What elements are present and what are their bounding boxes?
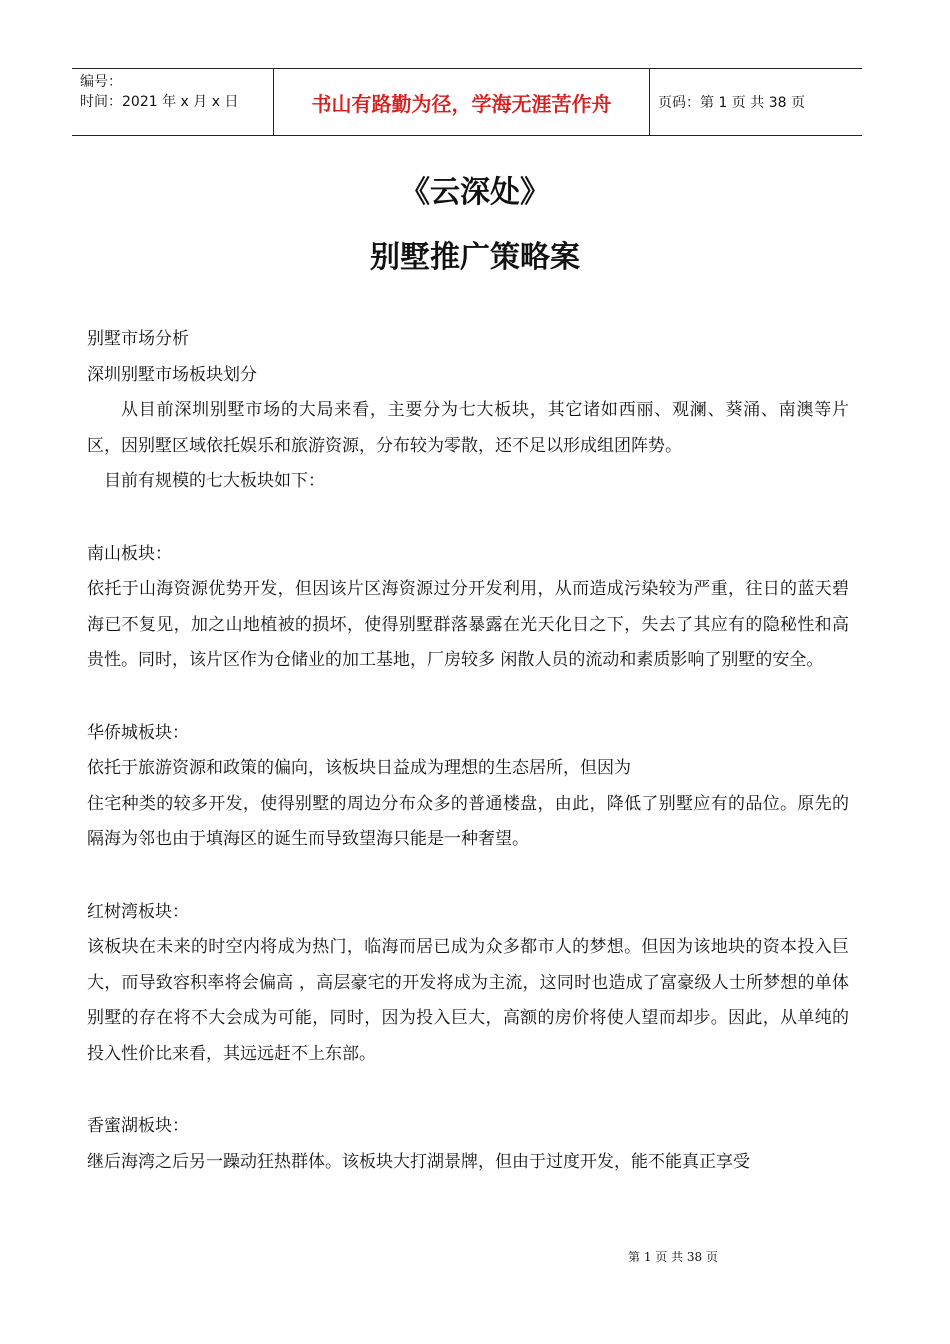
section-heading: 别墅市场分析 [87, 329, 189, 349]
document-body [87, 322, 849, 1180]
header-meta [72, 69, 274, 135]
header-page-label: 页码：第 1 页 共 38 页 [658, 95, 805, 111]
hongshu-heading: 红树湾板块： [87, 901, 189, 922]
number-label: 编号： [80, 74, 122, 90]
huaqiao-line-2: 住宅种类的较多开发，使得别墅的周边分布众多的普通楼盘，由此，降低了别墅应有的品位。原先的隔海为邻也由于填海区的诞生而导致望海只能是一种奢望。 [87, 793, 849, 849]
spacer [87, 500, 849, 537]
time-label: 时间：2021 年 x 月 x 日 [80, 94, 239, 110]
document-title: 《云深处》 [400, 175, 550, 210]
xiangmi-heading: 香蜜湖板块： [87, 1116, 189, 1136]
intro-paragraph-2: 目前有规模的七大板块如下： [104, 471, 325, 491]
header-motto: 书山有路勤为径，学海无涯苦作舟 [274, 69, 650, 135]
huaqiao-line-1: 依托于旅游资源和政策的偏向，该板块日益成为理想的生态居所，但因为 [87, 758, 631, 778]
spacer [87, 679, 849, 716]
spacer [87, 1072, 849, 1109]
nanshan-heading: 南山板块： [87, 543, 172, 564]
nanshan-paragraph: 依托于山海资源优势开发，但因该片区海资源过分开发利用，从而造成污染较为严重，往日的蓝天碧海已不复见，加之山地植被的损坏，使得别墅群落暴露在光天化日之下，失去了其应有的隐秘性和高贵性。同时，该片区作为仓储业的加工基地，厂房较多 闲散人员的流动和素质影响了别墅的安全。 [87, 579, 849, 670]
intro-paragraph: 从目前深圳别墅市场的大局来看，主要分为七大板块，其它诸如西丽、观澜、葵涌、南澳等片区，因别墅区域依托娱乐和旅游资源，分布较为零散，还不足以形成组团阵势。 [87, 400, 849, 456]
page-header [72, 68, 862, 136]
huaqiao-heading: 华侨城板块： [87, 722, 189, 743]
document-subtitle: 别墅推广策略案 [370, 240, 580, 275]
page-footer: 第 1 页 共 38 页 [628, 1250, 718, 1264]
xiangmi-paragraph: 继后海湾之后另一躁动狂热群体。该板块大打湖景牌，但由于过度开发，能不能真正享受 [87, 1151, 750, 1172]
hongshu-paragraph: 该板块在未来的时空内将成为热门，临海而居已成为众多都市人的梦想。但因为该地块的资本投入巨大，而导致容积率将会偏高 ，高层豪宅的开发将成为主流，这同时也造成了富豪级人士所梦想的单体别墅的存在将不大会成为可能，同时，因为投入巨大，高额的房价将使人望而却步。因此，从单纯的投入性价比来看，其远远赶不上东部。 [87, 937, 849, 1064]
spacer [87, 858, 849, 895]
sub-heading: 深圳别墅市场板块划分 [87, 364, 257, 385]
